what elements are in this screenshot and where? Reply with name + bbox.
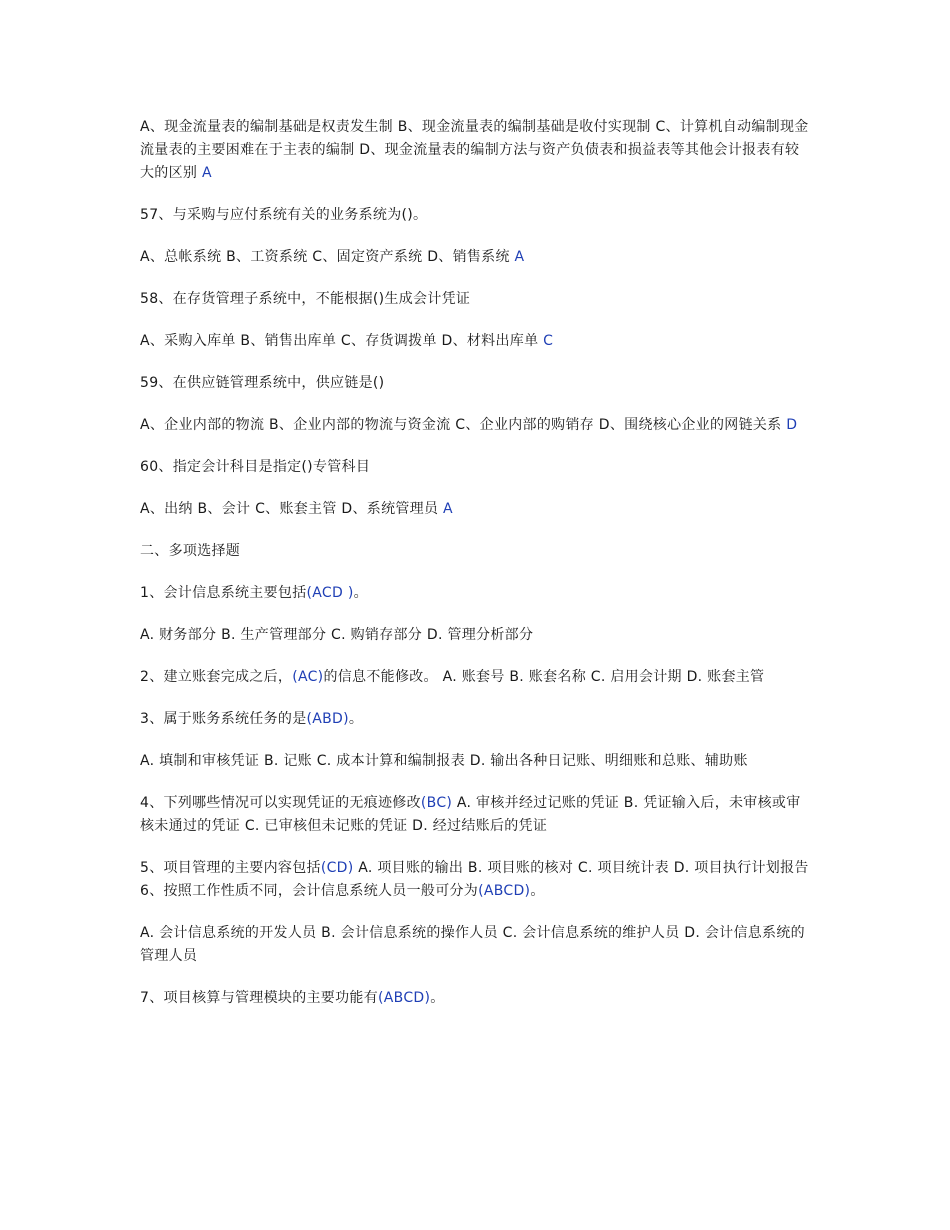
question-58: 58、在存货管理子系统中，不能根据()生成会计凭证 <box>140 291 471 307</box>
multi-options-6: A. 会计信息系统的开发人员 B. 会计信息系统的操作人员 C. 会计信息系统的维护人员 D. 会计信息系统的管理人员 <box>140 925 805 964</box>
paragraph-options-58: A、采购入库单 B、销售出库单 C、存货调拨单 D、材料出库单 C <box>140 333 554 349</box>
multi-question-7: 7、项目核算与管理模块的主要功能有(ABCD)。 <box>140 990 445 1006</box>
answer-key: (CD) <box>320 860 354 876</box>
answer-key: D <box>786 417 798 433</box>
multi-question-5-6: 5、项目管理的主要内容包括(CD) A. 项目账的输出 B. 项目账的核对 C. 项目统计表 D. 项目执行计划报告 6、按照工作性质不同，会计信息系统人员一般可分为(ABCD)。 <box>140 860 809 899</box>
answer-key: A <box>201 165 212 181</box>
answer-key: A <box>443 501 453 517</box>
paragraph-options-56: A、现金流量表的编制基础是权责发生制 B、现金流量表的编制基础是收付实现制 C、计算机自动编制现金流量表的主要困难在于主表的编制 D、现金流量表的编制方法与资产负债表和损益表等其他会计报表有较大的区别 A <box>140 119 809 181</box>
answer-key: (ABCD) <box>478 883 531 899</box>
paragraph-options-57: A、总帐系统 B、工资系统 C、固定资产系统 D、销售系统 A <box>140 249 525 265</box>
question-60: 60、指定会计科目是指定()专管科目 <box>140 459 371 475</box>
section-heading-multiple-choice: 二、多项选择题 <box>140 543 241 559</box>
multi-options-1: A. 财务部分 B. 生产管理部分 C. 购销存部分 D. 管理分析部分 <box>140 627 534 643</box>
paragraph-options-59: A、企业内部的物流 B、企业内部的物流与资金流 C、企业内部的购销存 D、围绕核心企业的网链关系 D <box>140 417 798 433</box>
multi-question-2: 2、建立账套完成之后，(AC)的信息不能修改。 A. 账套号 B. 账套名称 C. 启用会计期 D. 账套主管 <box>140 669 765 685</box>
document-page <box>140 116 812 1029</box>
answer-key: A <box>514 249 525 265</box>
multi-options-3: A. 填制和审核凭证 B. 记账 C. 成本计算和编制报表 D. 输出各种日记账、明细账和总账、辅助账 <box>140 753 748 769</box>
multi-question-4: 4、下列哪些情况可以实现凭证的无痕迹修改(BC) A. 审核并经过记账的凭证 B. 凭证输入后，未审核或审核未通过的凭证 C. 已审核但未记账的凭证 D. 经过结账后的凭证 <box>140 795 801 834</box>
multi-question-3: 3、属于账务系统任务的是(ABD)。 <box>140 711 364 727</box>
answer-key: (ABD) <box>306 711 349 727</box>
answer-key: C <box>543 333 554 349</box>
answer-key: (ACD ) <box>306 585 354 601</box>
answer-key: (BC) <box>420 795 453 811</box>
answer-key: (AC) <box>292 669 324 685</box>
paragraph-options-60: A、出纳 B、会计 C、账套主管 D、系统管理员 A <box>140 501 453 517</box>
multi-question-1: 1、会计信息系统主要包括(ACD )。 <box>140 585 368 601</box>
question-57: 57、与采购与应付系统有关的业务系统为()。 <box>140 207 428 223</box>
answer-key: (ABCD) <box>378 990 431 1006</box>
question-59: 59、在供应链管理系统中，供应链是() <box>140 375 385 391</box>
